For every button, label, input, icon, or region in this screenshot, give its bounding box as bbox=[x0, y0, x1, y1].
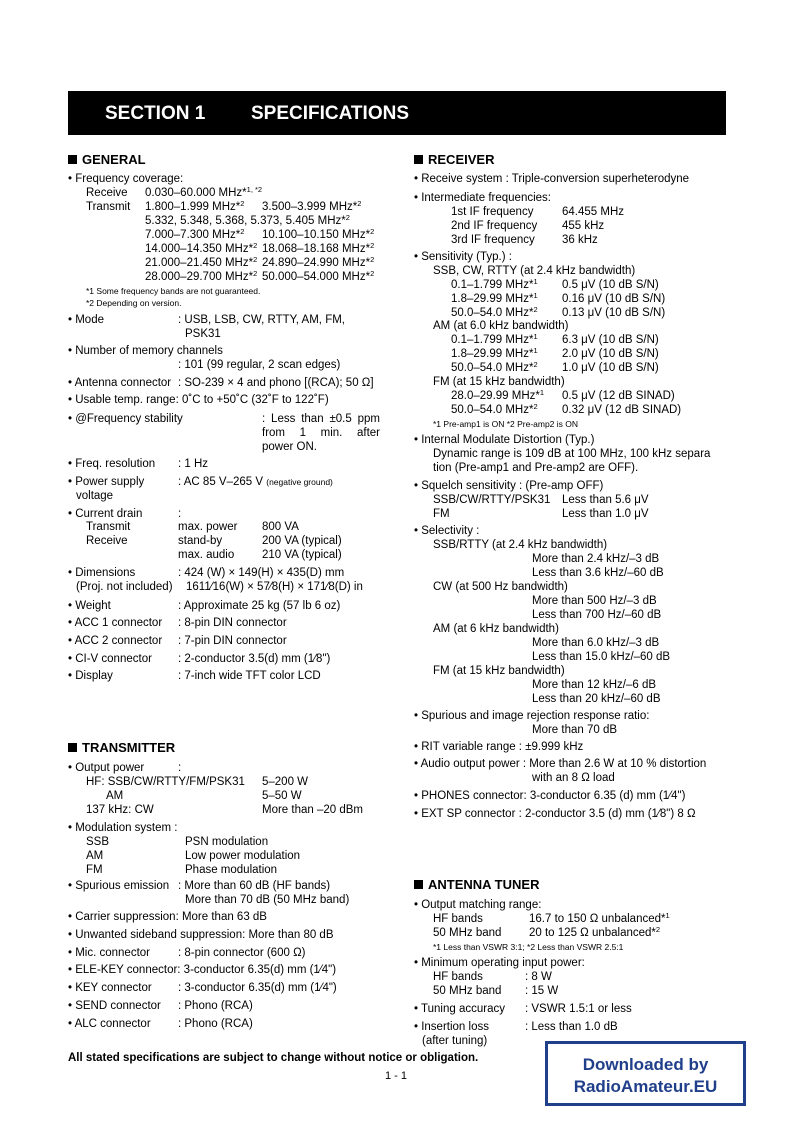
footer-disclaimer: All stated specifications are subject to change without notice or obligation. bbox=[68, 1052, 479, 1064]
imd-line-2: Dynamic range is 109 dB at 100 MHz, 100 kHz separa bbox=[433, 448, 711, 460]
imd-label: • Internal Modulate Distortion (Typ.) bbox=[414, 434, 595, 446]
transmit-range: 14.000–14.350 MHz*$^2$ bbox=[145, 241, 258, 255]
footnote-mark: 2 bbox=[533, 402, 538, 411]
transmit-range: 3.500–3.999 MHz*$^2$ bbox=[262, 199, 362, 213]
footnote-mark: 1 bbox=[533, 346, 538, 355]
footnote-mark: 1 bbox=[665, 911, 670, 920]
imd-line-3: tion (Pre-amp1 and Pre-amp2 are OFF). bbox=[433, 462, 639, 474]
drain-value: 800 VA bbox=[262, 521, 299, 533]
min-power-value: : 8 W bbox=[525, 971, 552, 983]
min-power-band: HF bands bbox=[433, 971, 483, 983]
matching-value: 20 to 125 Ω unbalanced*$^2$ bbox=[529, 925, 661, 939]
carrier-suppression: • Carrier suppression: More than 63 dB bbox=[68, 911, 267, 923]
general-note-2: *2 Depending on version. bbox=[86, 298, 182, 308]
power-supply-value: : AC 85 V–265 V (negative ground) bbox=[178, 476, 333, 488]
footnote-mark: 2 bbox=[345, 213, 350, 222]
transmit-range: 1.800–1.999 MHz*$^2$ bbox=[145, 199, 245, 213]
unwanted-sideband: • Unwanted sideband suppression: More than 80 dB bbox=[68, 929, 334, 941]
modulation-label: • Modulation system : bbox=[68, 822, 178, 834]
antenna-value: : SO-239 × 4 and phono [(RCA); 50 Ω] bbox=[178, 377, 374, 389]
temp-range: • Usable temp. range: 0˚C to +50˚C (32˚F to 122˚F) bbox=[68, 394, 329, 406]
sensitivity-range: 50.0–54.0 MHz*$^2$ bbox=[451, 402, 538, 416]
matching-band: HF bands bbox=[433, 913, 483, 925]
matching-range-label: • Output matching range: bbox=[414, 899, 542, 911]
transmit-range: 10.100–10.150 MHz*$^2$ bbox=[262, 227, 375, 241]
modulation-mode: SSB bbox=[86, 836, 110, 848]
transmit-range: 21.000–21.450 MHz*$^2$ bbox=[145, 255, 258, 269]
selectivity-mode: CW (at 500 Hz bandwidth) bbox=[433, 581, 568, 593]
current-drain-colon: : bbox=[178, 508, 182, 520]
receive-system: • Receive system : Triple-conversion superheterodyne bbox=[414, 173, 690, 185]
transmit-range: 5.332, 5.348, 5.368, 5.373, 5.405 MHz*$^2$ bbox=[145, 213, 350, 227]
mic-value: : 8-pin connector (600 Ω) bbox=[178, 947, 306, 959]
sensitivity-value: 0.5 μV (12 dB SINAD) bbox=[562, 390, 675, 402]
matching-range-note: *1 Less than VSWR 3:1; *2 Less than VSWR 2.5:1 bbox=[433, 942, 624, 952]
send-label: • SEND connector bbox=[68, 1000, 161, 1012]
download-watermark bbox=[545, 1041, 746, 1106]
mode-label: • Mode bbox=[68, 314, 104, 326]
squelch-mode: FM bbox=[433, 508, 450, 520]
receive-label: Receive bbox=[86, 187, 128, 199]
selectivity-value: More than 2.4 kHz/–3 dB bbox=[532, 553, 660, 565]
mic-label: • Mic. connector bbox=[68, 947, 150, 959]
output-power-mode: HF: SSB/CW/RTTY/FM/PSK31 bbox=[86, 776, 245, 788]
footnote-mark: 2 bbox=[533, 360, 538, 369]
squelch-value: Less than 5.6 μV bbox=[562, 494, 649, 506]
selectivity-value: More than 500 Hz/–3 dB bbox=[532, 595, 657, 607]
min-power-label: • Minimum operating input power: bbox=[414, 957, 585, 969]
footnote-mark: 2 bbox=[253, 255, 258, 264]
output-power-value: 5–50 W bbox=[262, 790, 302, 802]
output-power-colon: : bbox=[178, 762, 182, 774]
transmit-range: 18.068–18.168 MHz*$^2$ bbox=[262, 241, 375, 255]
tuning-accuracy-value: : VSWR 1.5:1 or less bbox=[525, 1003, 632, 1015]
acc2-value: : 7-pin DIN connector bbox=[178, 635, 287, 647]
transmitter-heading: TRANSMITTER bbox=[68, 740, 175, 755]
acc1-label: • ACC 1 connector bbox=[68, 617, 163, 629]
sensitivity-value: 6.3 μV (10 dB S/N) bbox=[562, 334, 659, 346]
square-bullet-icon bbox=[414, 880, 423, 889]
squelch-value: Less than 1.0 μV bbox=[562, 508, 649, 520]
transmit-range: 28.000–29.700 MHz*$^2$ bbox=[145, 269, 258, 283]
spurious-emission-value: : More than 60 dB (HF bands) bbox=[178, 880, 331, 892]
footnote-mark: 2 bbox=[533, 305, 538, 314]
output-power-value: 5–200 W bbox=[262, 776, 309, 788]
weight-label: • Weight bbox=[68, 600, 111, 612]
output-power-label: • Output power bbox=[68, 762, 145, 774]
dimensions-value-2: 1611⁄16(W) × 57⁄8(H) × 171⁄8(D) in bbox=[186, 581, 363, 593]
footnote-mark: 2 bbox=[370, 269, 375, 278]
footnote-mark: 2 bbox=[240, 227, 245, 236]
footnote-mark: 1 bbox=[533, 277, 538, 286]
sensitivity-value: 1.0 μV (10 dB S/N) bbox=[562, 362, 659, 374]
footnote-mark: 2 bbox=[253, 241, 258, 250]
receive-range: 0.030–60.000 MHz*$^{1, *2}$ bbox=[145, 185, 263, 199]
transmit-label: Transmit bbox=[86, 201, 131, 213]
matching-band: 50 MHz band bbox=[433, 927, 502, 939]
rit-range: • RIT variable range : ±9.999 kHz bbox=[414, 741, 584, 753]
if-name: 2nd IF frequency bbox=[451, 220, 538, 232]
selectivity-value: Less than 15.0 kHz/–60 dB bbox=[532, 651, 671, 663]
drain-value: 200 VA (typical) bbox=[262, 535, 342, 547]
send-value: : Phono (RCA) bbox=[178, 1000, 253, 1012]
footnote-mark: 2 bbox=[655, 925, 661, 934]
watermark-line-2: RadioAmateur.EU bbox=[573, 1077, 718, 1096]
ext-sp-connector: • EXT SP connector : 2-conductor 3.5 (d) mm (1⁄8") 8 Ω bbox=[414, 808, 696, 820]
transmit-range: 7.000–7.300 MHz*$^2$ bbox=[145, 227, 245, 241]
drain-condition: stand-by bbox=[178, 535, 223, 547]
if-label: • Intermediate frequencies: bbox=[414, 192, 551, 204]
modulation-mode: AM bbox=[86, 850, 104, 862]
power-supply-label-2: voltage bbox=[76, 490, 114, 502]
drain-condition: max. power bbox=[178, 521, 238, 533]
insertion-loss-label: • Insertion loss bbox=[414, 1021, 489, 1033]
if-value: 64.455 MHz bbox=[562, 206, 625, 218]
selectivity-value: Less than 3.6 kHz/–60 dB bbox=[532, 567, 664, 579]
square-bullet-icon bbox=[414, 155, 423, 164]
insertion-loss-value: : Less than 1.0 dB bbox=[525, 1021, 618, 1033]
selectivity-mode: AM (at 6 kHz bandwidth) bbox=[433, 623, 559, 635]
civ-value: : 2-conductor 3.5(d) mm (1⁄8") bbox=[178, 653, 331, 665]
sensitivity-range: 1.8–29.99 MHz*$^1$ bbox=[451, 346, 538, 360]
audio-output-label: • Audio output power : More than 2.6 W at 10 % distortion bbox=[414, 758, 707, 770]
key-value: : 3-conductor 6.35(d) mm (1⁄4") bbox=[178, 982, 337, 994]
tuner-heading: ANTENNA TUNER bbox=[414, 877, 539, 892]
ele-key: • ELE-KEY connector: 3-conductor 6.35(d) mm (1⁄4") bbox=[68, 964, 337, 976]
drain-condition: max. audio bbox=[178, 549, 235, 561]
acc1-value: : 8-pin DIN connector bbox=[178, 617, 287, 629]
sensitivity-label: • Sensitivity (Typ.) : bbox=[414, 251, 512, 263]
mode-value: : USB, LSB, CW, RTTY, AM, FM, bbox=[178, 314, 345, 326]
if-value: 36 kHz bbox=[562, 234, 598, 246]
am-sens-head: AM (at 6.0 kHz bandwidth) bbox=[433, 320, 569, 332]
memory-value: : 101 (99 regular, 2 scan edges) bbox=[178, 359, 341, 371]
display-value: : 7-inch wide TFT color LCD bbox=[178, 670, 321, 682]
modulation-type: Low power modulation bbox=[185, 850, 301, 862]
sensitivity-range: 50.0–54.0 MHz*$^2$ bbox=[451, 360, 538, 374]
civ-label: • CI-V connector bbox=[68, 653, 152, 665]
selectivity-label: • Selectivity : bbox=[414, 525, 480, 537]
page-number: 1 - 1 bbox=[385, 1070, 408, 1082]
phones-connector: • PHONES connector: 3-conductor 6.35 (d) mm (1⁄4") bbox=[414, 790, 686, 802]
drain-mode: Transmit bbox=[86, 521, 131, 533]
selectivity-value: Less than 700 Hz/–60 dB bbox=[532, 609, 662, 621]
square-bullet-icon bbox=[68, 155, 77, 164]
key-label: • KEY connector bbox=[68, 982, 152, 994]
section-number: SECTION 1 bbox=[105, 103, 206, 124]
mode-value-2: PSK31 bbox=[185, 328, 221, 340]
if-name: 1st IF frequency bbox=[451, 206, 534, 218]
output-power-value: More than –20 dBm bbox=[262, 804, 364, 816]
dimensions-value: : 424 (W) × 149(H) × 435(D) mm bbox=[178, 567, 345, 579]
footnote-mark: 1 bbox=[533, 291, 538, 300]
power-supply-label: • Power supply bbox=[68, 476, 145, 488]
footnote-mark: 2 bbox=[370, 227, 375, 236]
sensitivity-value: 0.13 μV (10 dB S/N) bbox=[562, 307, 666, 319]
general-note-1: *1 Some frequency bands are not guaranteed. bbox=[86, 286, 261, 296]
alc-value: : Phono (RCA) bbox=[178, 1018, 253, 1030]
sensitivity-range: 50.0–54.0 MHz*$^2$ bbox=[451, 305, 538, 319]
stability-label: • @Frequency stability bbox=[68, 413, 183, 425]
sensitivity-value: 2.0 μV (10 dB S/N) bbox=[562, 348, 659, 360]
output-power-mode: 137 kHz: CW bbox=[86, 804, 154, 816]
footnote-mark: 1 bbox=[539, 388, 545, 397]
ssb-sens-head: SSB, CW, RTTY (at 2.4 kHz bandwidth) bbox=[433, 265, 636, 277]
tuning-accuracy-label: • Tuning accuracy bbox=[414, 1003, 505, 1015]
weight-value: : Approximate 25 kg (57 lb 6 oz) bbox=[178, 600, 341, 612]
audio-output-line-2: with an 8 Ω load bbox=[532, 772, 615, 784]
modulation-mode: FM bbox=[86, 864, 103, 876]
sensitivity-note: *1 Pre-amp1 is ON *2 Pre-amp2 is ON bbox=[433, 419, 579, 429]
min-power-value: : 15 W bbox=[525, 985, 559, 997]
drain-mode: Receive bbox=[86, 535, 128, 547]
watermark-line-1: Downloaded by bbox=[582, 1055, 709, 1074]
freq-coverage-label: • Frequency coverage: bbox=[68, 173, 184, 185]
footnote-mark: 2 bbox=[253, 269, 258, 278]
insertion-loss-label-2: (after tuning) bbox=[422, 1035, 488, 1047]
squelch-mode: SSB/CW/RTTY/PSK31 bbox=[433, 494, 551, 506]
sensitivity-range: 0.1–1.799 MHz*$^1$ bbox=[451, 277, 538, 291]
current-drain-label: • Current drain bbox=[68, 508, 143, 520]
selectivity-value: More than 6.0 kHz/–3 dB bbox=[532, 637, 660, 649]
modulation-type: PSN modulation bbox=[185, 836, 269, 848]
stability-value: : Less than ±0.5 ppm from 1 min. after power ON. bbox=[262, 413, 380, 453]
sensitivity-range: 1.8–29.99 MHz*$^1$ bbox=[451, 291, 538, 305]
display-label: • Display bbox=[68, 670, 113, 682]
footnote-mark: 2 bbox=[357, 199, 362, 208]
receiver-heading: RECEIVER bbox=[414, 152, 494, 167]
general-heading: GENERAL bbox=[68, 152, 146, 167]
spurious-emission-label: • Spurious emission bbox=[68, 880, 170, 892]
resolution-value: : 1 Hz bbox=[178, 458, 209, 470]
selectivity-value: Less than 20 kHz/–60 dB bbox=[532, 693, 661, 705]
resolution-label: • Freq. resolution bbox=[68, 458, 156, 470]
footnote-mark: 2 bbox=[240, 199, 245, 208]
section-title: SPECIFICATIONS bbox=[251, 103, 409, 124]
output-power-mode: AM bbox=[106, 790, 124, 802]
section-banner bbox=[68, 91, 726, 135]
selectivity-mode: FM (at 15 kHz bandwidth) bbox=[433, 665, 565, 677]
selectivity-mode: SSB/RTTY (at 2.4 kHz bandwidth) bbox=[433, 539, 608, 551]
spurious-emission-value-2: More than 70 dB (50 MHz band) bbox=[185, 894, 350, 906]
matching-value: 16.7 to 150 Ω unbalanced*$^1$ bbox=[529, 911, 670, 925]
if-name: 3rd IF frequency bbox=[451, 234, 535, 246]
drain-value: 210 VA (typical) bbox=[262, 549, 342, 561]
selectivity-value: More than 12 kHz/–6 dB bbox=[532, 679, 657, 691]
transmit-range: 24.890–24.990 MHz*$^2$ bbox=[262, 255, 375, 269]
sensitivity-value: 0.16 μV (10 dB S/N) bbox=[562, 293, 666, 305]
sensitivity-range: 0.1–1.799 MHz*$^1$ bbox=[451, 332, 538, 346]
antenna-label: • Antenna connector bbox=[68, 377, 172, 389]
footnote-mark: 2 bbox=[370, 255, 375, 264]
spurious-rejection-label: • Spurious and image rejection response ratio: bbox=[414, 710, 650, 722]
alc-label: • ALC connector bbox=[68, 1018, 151, 1030]
footnote-mark: 2 bbox=[370, 241, 375, 250]
if-value: 455 kHz bbox=[562, 220, 605, 232]
min-power-band: 50 MHz band bbox=[433, 985, 502, 997]
modulation-type: Phase modulation bbox=[185, 864, 278, 876]
square-bullet-icon bbox=[68, 743, 77, 752]
spurious-rejection-value: More than 70 dB bbox=[532, 724, 618, 736]
footnote-mark: 1 bbox=[533, 332, 538, 341]
dimensions-label: • Dimensions bbox=[68, 567, 136, 579]
squelch-label: • Squelch sensitivity : (Pre-amp OFF) bbox=[414, 480, 604, 492]
memory-label: • Number of memory channels bbox=[68, 345, 223, 357]
dimensions-label-2: (Proj. not included) bbox=[76, 581, 173, 593]
transmit-range: 50.000–54.000 MHz*$^2$ bbox=[262, 269, 375, 283]
sensitivity-value: 0.32 μV (12 dB SINAD) bbox=[562, 404, 682, 416]
sensitivity-range: 28.0–29.99 MHz*$^1$ bbox=[451, 388, 545, 402]
acc2-label: • ACC 2 connector bbox=[68, 635, 163, 647]
fm-sens-head: FM (at 15 kHz bandwidth) bbox=[433, 376, 565, 388]
sensitivity-value: 0.5 μV (10 dB S/N) bbox=[562, 279, 659, 291]
